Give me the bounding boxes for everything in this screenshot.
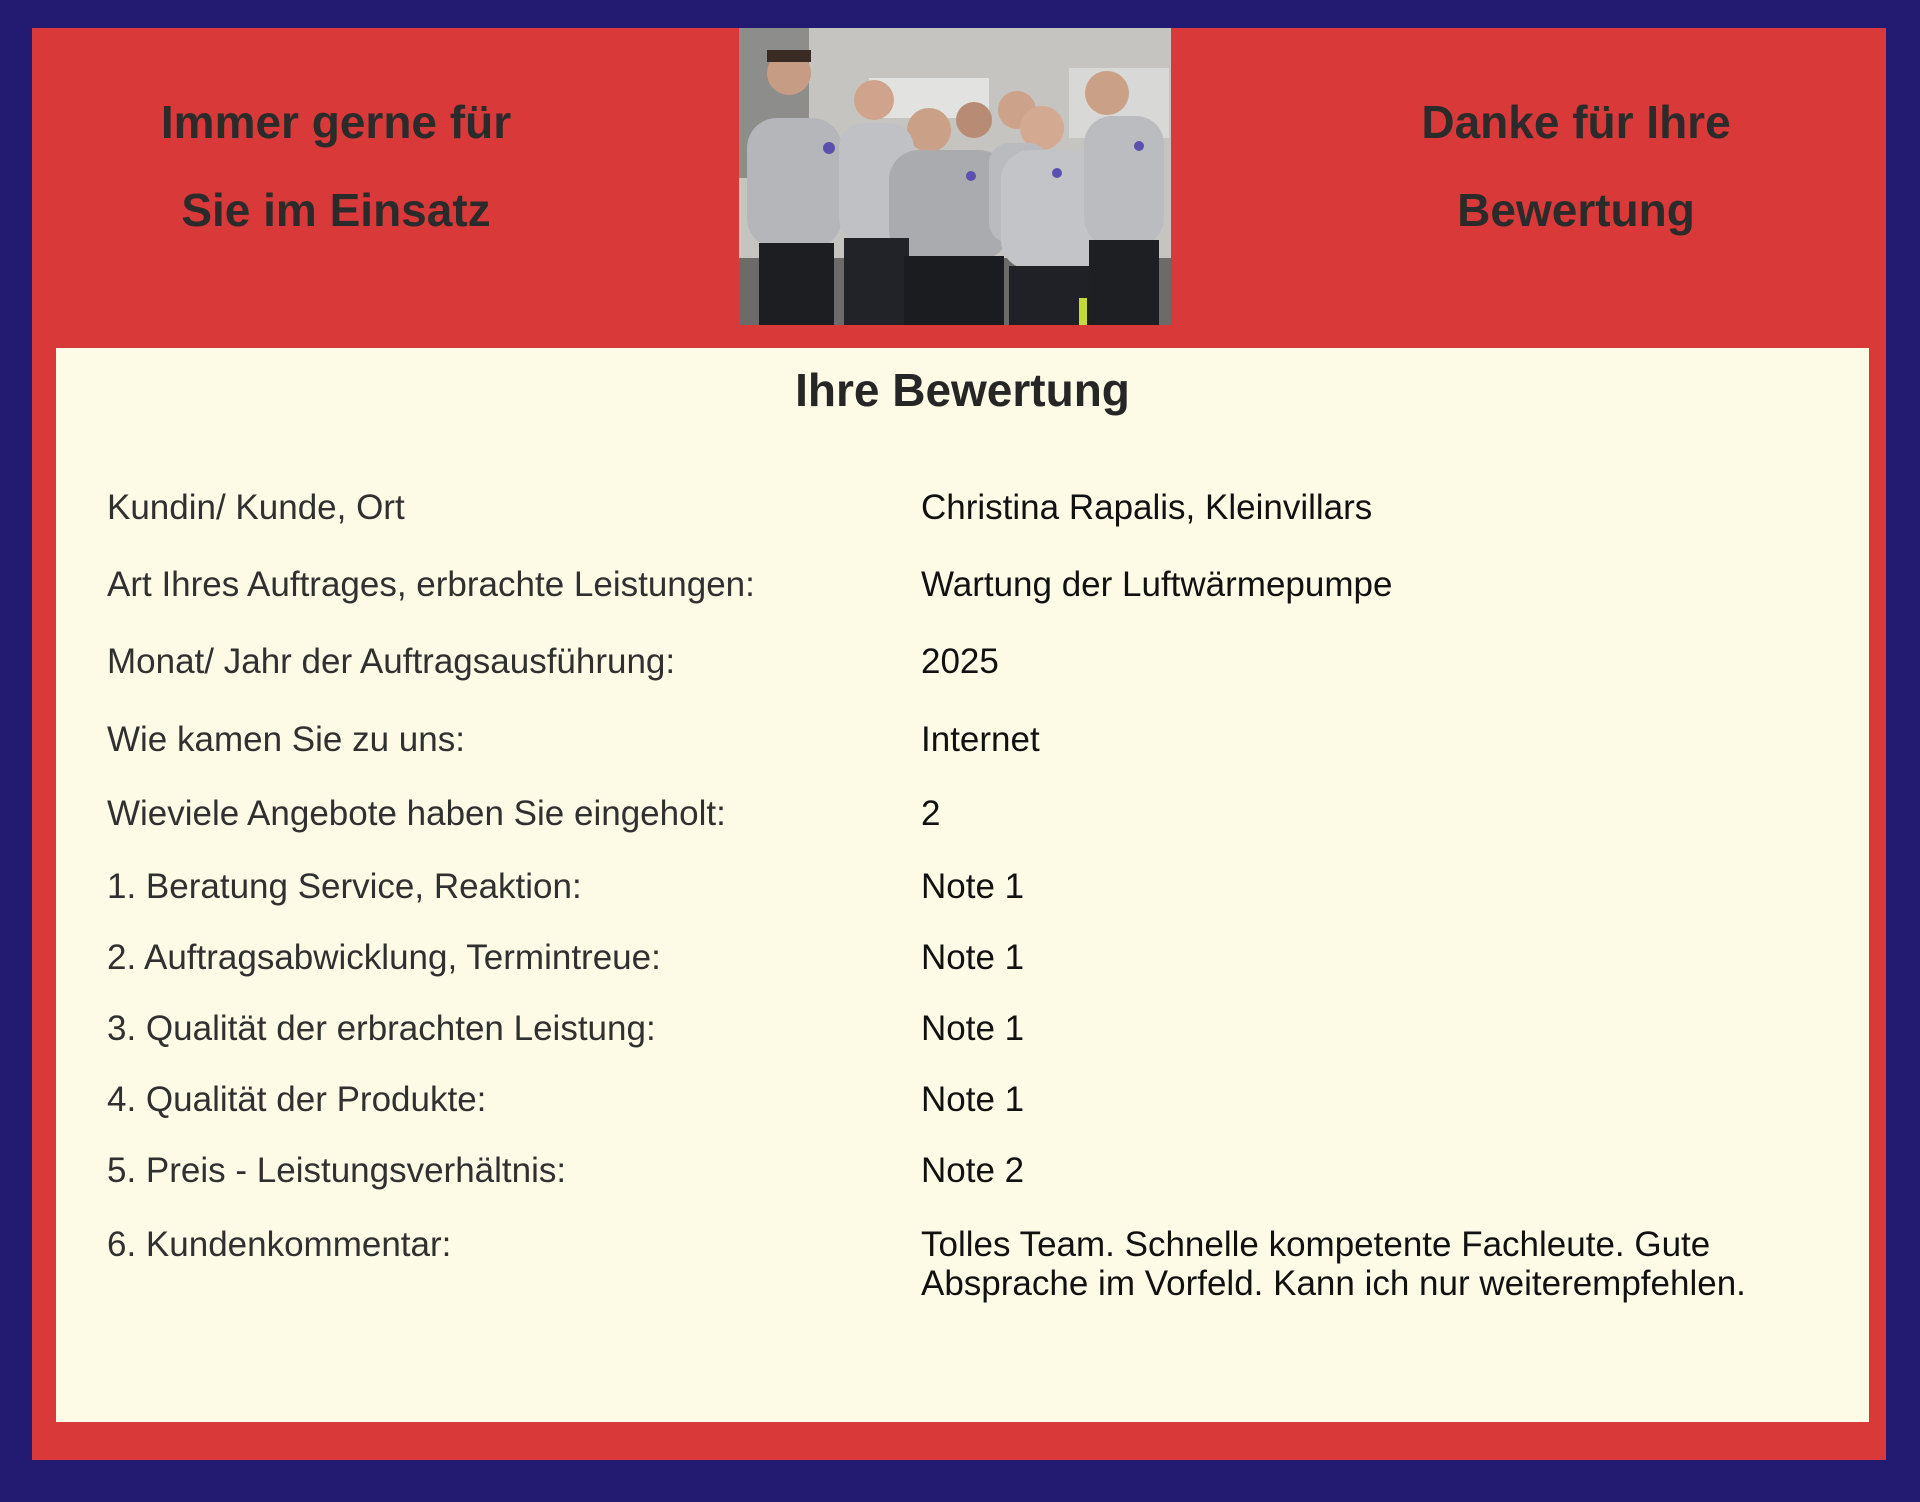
row-label: Wieviele Angebote haben Sie eingeholt:: [107, 794, 726, 833]
row-value: Tolles Team. Schnelle kompetente Fachleute. Gute Absprache im Vorfeld. Kann ich nur weiterempfehlen.: [921, 1225, 1746, 1303]
slogan-right: [1296, 78, 1856, 254]
row-label: 3. Qualität der erbrachten Leistung:: [107, 1009, 656, 1048]
row-value: 2025: [921, 642, 999, 681]
slogan-left: [56, 78, 616, 254]
row-value: Wartung der Luftwärmepumpe: [921, 565, 1393, 604]
row-value: Note 1: [921, 938, 1025, 977]
review-title: Ihre Bewertung: [795, 364, 1130, 416]
row-label: Wie kamen Sie zu uns:: [107, 720, 465, 759]
review-card: [56, 348, 1869, 1422]
row-label: 6. Kundenkommentar:: [107, 1225, 452, 1264]
row-label: Kundin/ Kunde, Ort: [107, 488, 405, 527]
team-photo: [739, 28, 1171, 325]
row-label: 2. Auftragsabwicklung, Termintreue:: [107, 938, 661, 977]
row-value: 2: [921, 794, 941, 833]
slogan-right-line2: Bewertung: [1457, 184, 1695, 236]
row-value: Christina Rapalis, Kleinvillars: [921, 488, 1373, 527]
row-label: 1. Beratung Service, Reaktion:: [107, 867, 582, 906]
slogan-left-line1: Immer gerne für: [160, 96, 512, 148]
slogan-right-line1: Danke für Ihre: [1421, 96, 1731, 148]
slogan-left-line2: Sie im Einsatz: [181, 184, 491, 236]
row-label: Art Ihres Auftrages, erbrachte Leistungen:: [107, 565, 755, 604]
row-value: Internet: [921, 720, 1040, 759]
team-photo-icon: [739, 28, 1171, 325]
row-value: Note 1: [921, 867, 1025, 906]
row-label: Monat/ Jahr der Auftragsausführung:: [107, 642, 676, 681]
row-label: 4. Qualität der Produkte:: [107, 1080, 487, 1119]
row-label: 5. Preis - Leistungsverhältnis:: [107, 1151, 567, 1190]
row-value: Note 1: [921, 1080, 1025, 1119]
row-value: Note 2: [921, 1151, 1025, 1190]
row-value: Note 1: [921, 1009, 1025, 1048]
